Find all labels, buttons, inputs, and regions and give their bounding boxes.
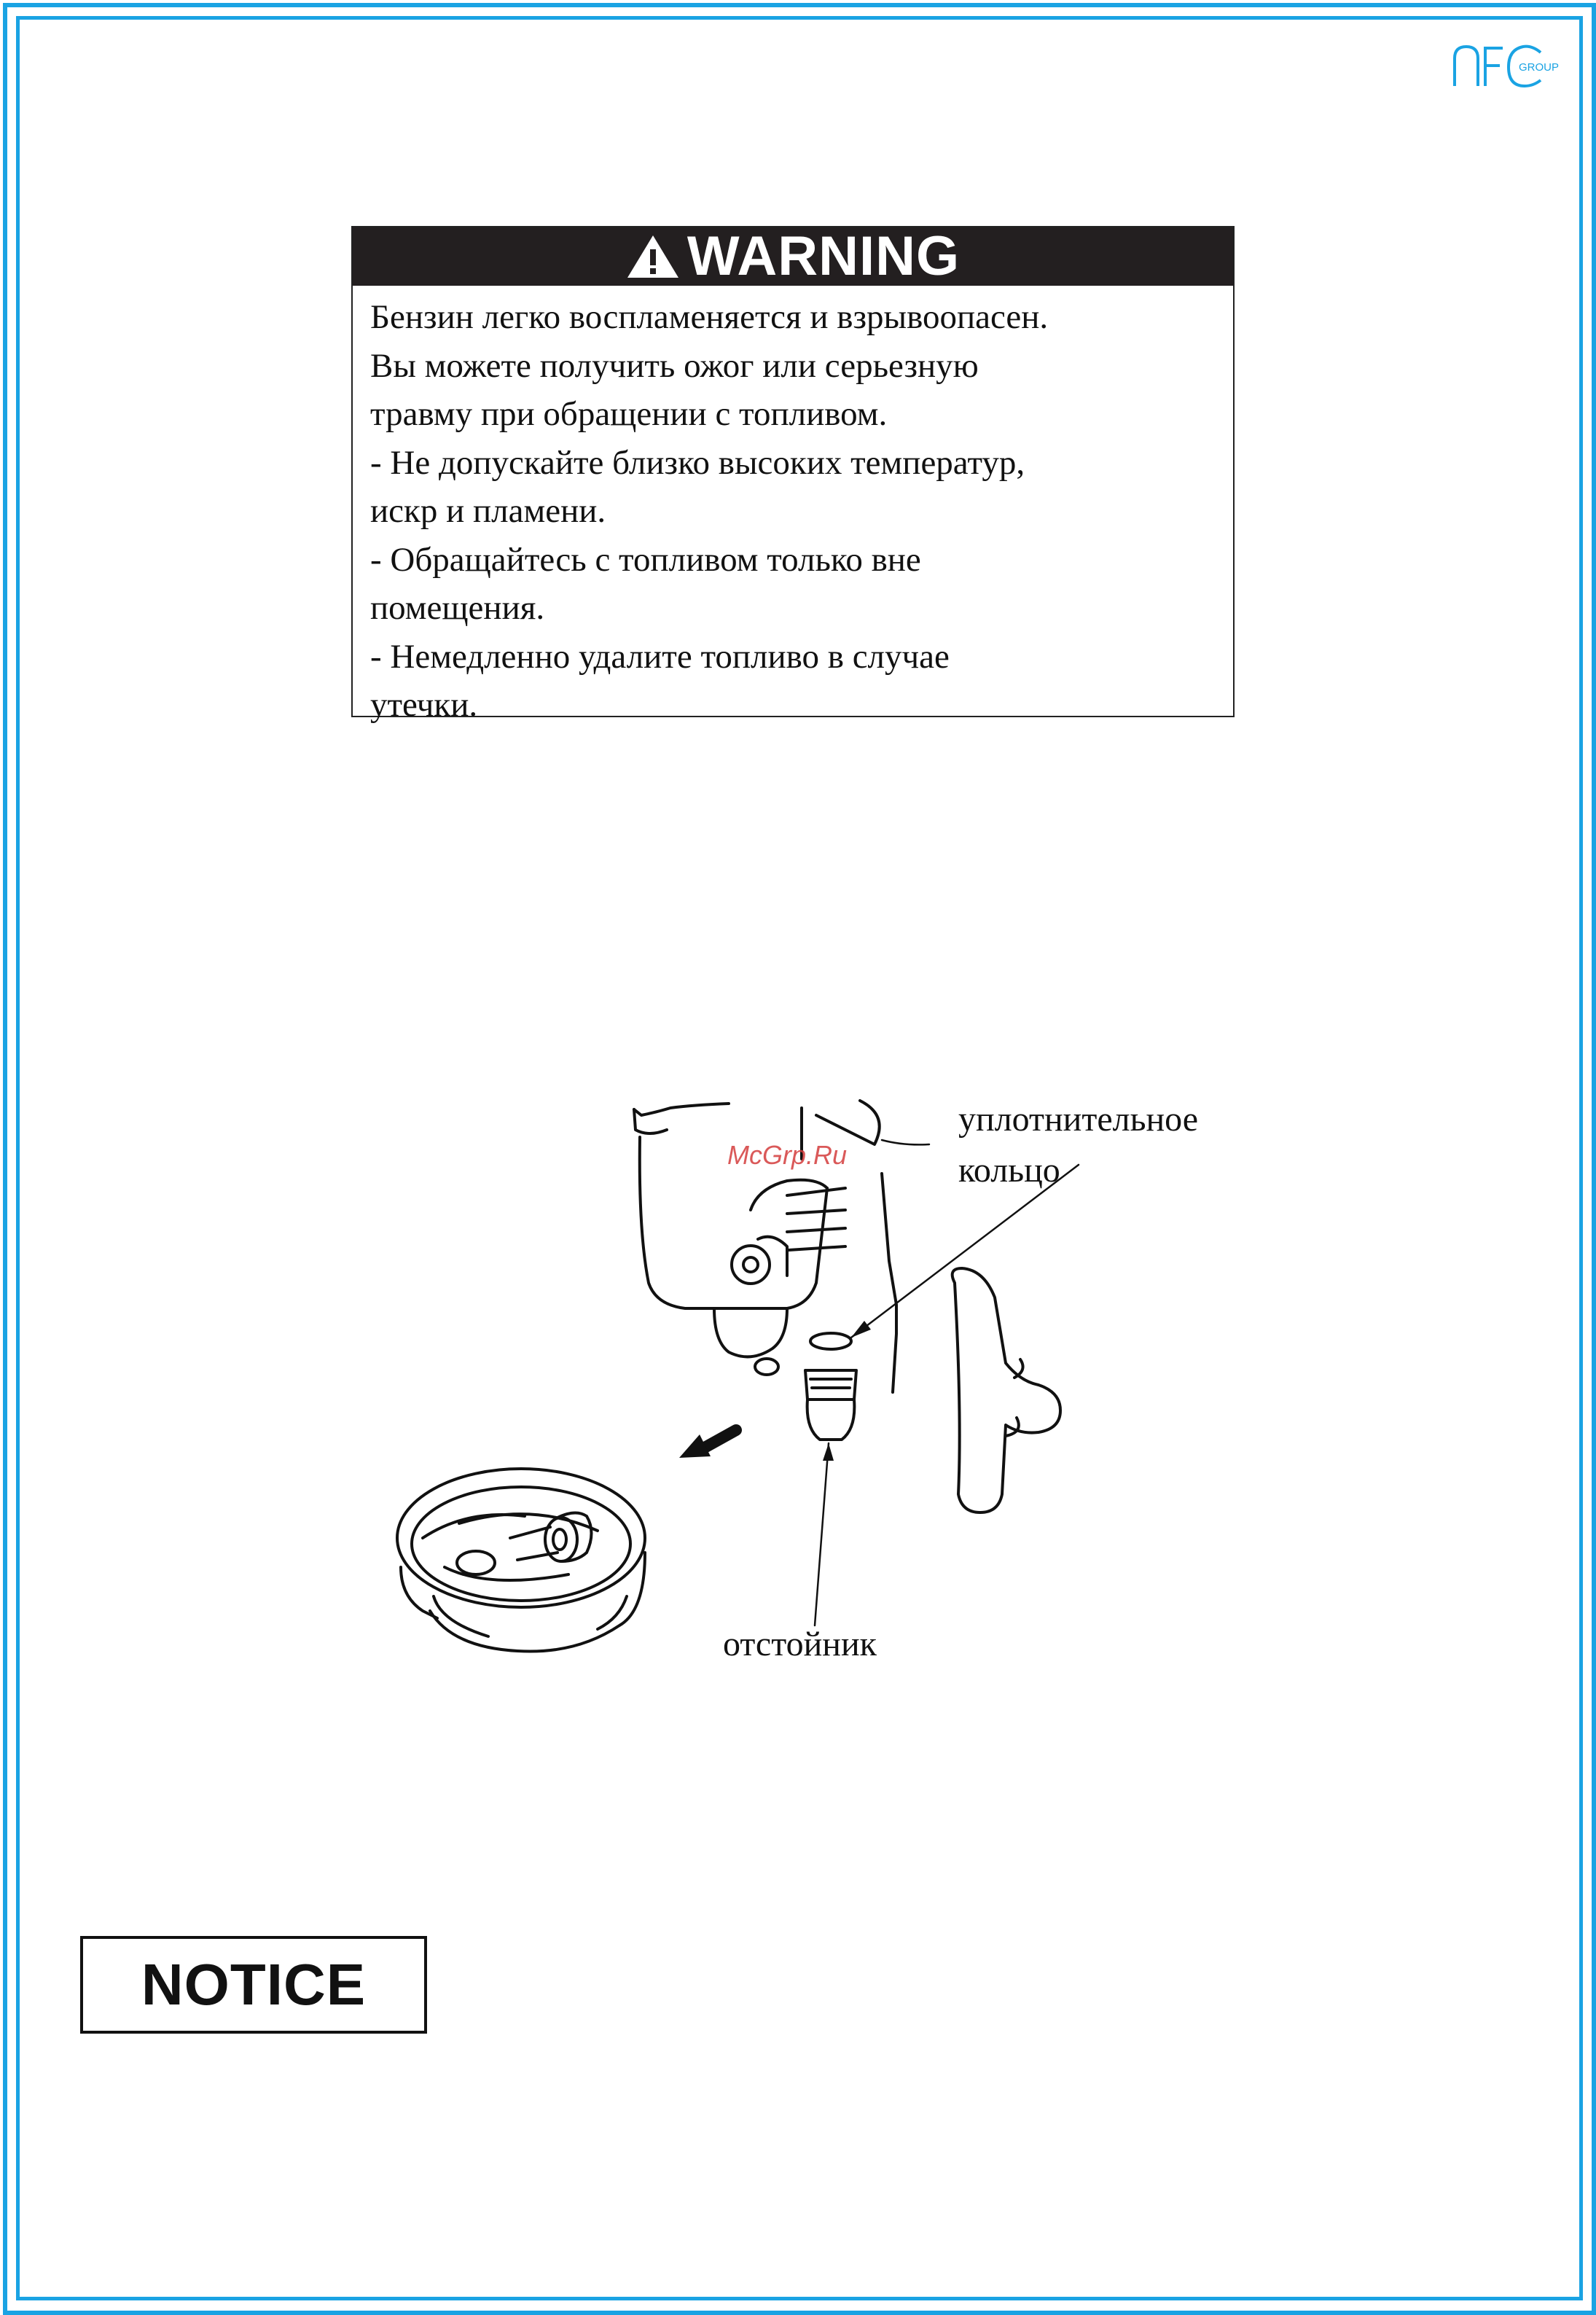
notice-box: [80, 1936, 427, 2034]
logo-group-text: GROUP: [1519, 61, 1560, 74]
warning-text: [353, 286, 1233, 730]
warning-line: - Немедленно удалите топливо в случае: [370, 637, 950, 676]
warning-line: Бензин легко воспламеняется и взрывоопасен.: [370, 298, 1049, 336]
sediment-cup-diagram: [379, 1086, 1283, 1698]
sediment-cup-label: отстойник: [723, 1625, 877, 1663]
direction-arrow: [679, 1430, 736, 1458]
warning-line: искр и пламени.: [370, 492, 606, 530]
warning-line: - Не допускайте близко высоких температур,: [370, 443, 1025, 482]
notice-title: NOTICE: [141, 1952, 367, 2017]
warning-box: [351, 225, 1235, 724]
warning-line: помещения.: [370, 589, 545, 627]
warning-line: утечки.: [370, 686, 478, 724]
afc-group-logo: [1450, 44, 1560, 95]
sediment-cup: [805, 1370, 856, 1440]
drain-bowl: [397, 1469, 645, 1652]
cup-leader: [815, 1443, 829, 1625]
warning-line: - Обращайтесь с топливом только вне: [370, 540, 921, 579]
ring-label-leader: [882, 1140, 929, 1144]
warning-triangle-icon: [626, 233, 680, 280]
starter-handle: [952, 1268, 1060, 1512]
warning-header: [353, 227, 1233, 286]
warning-line: Вы можете получить ожог или серьезную: [370, 346, 979, 385]
warning-line: травму при обращении с топливом.: [370, 395, 888, 433]
o-ring-label-line2: кольцо: [958, 1151, 1060, 1190]
warning-title: WARNING: [686, 225, 961, 287]
o-ring: [810, 1333, 851, 1349]
watermark: McGrp.Ru: [727, 1140, 848, 1170]
o-ring-label-line1: уплотнительное: [958, 1100, 1199, 1139]
o-ring-leader: [851, 1165, 1079, 1338]
